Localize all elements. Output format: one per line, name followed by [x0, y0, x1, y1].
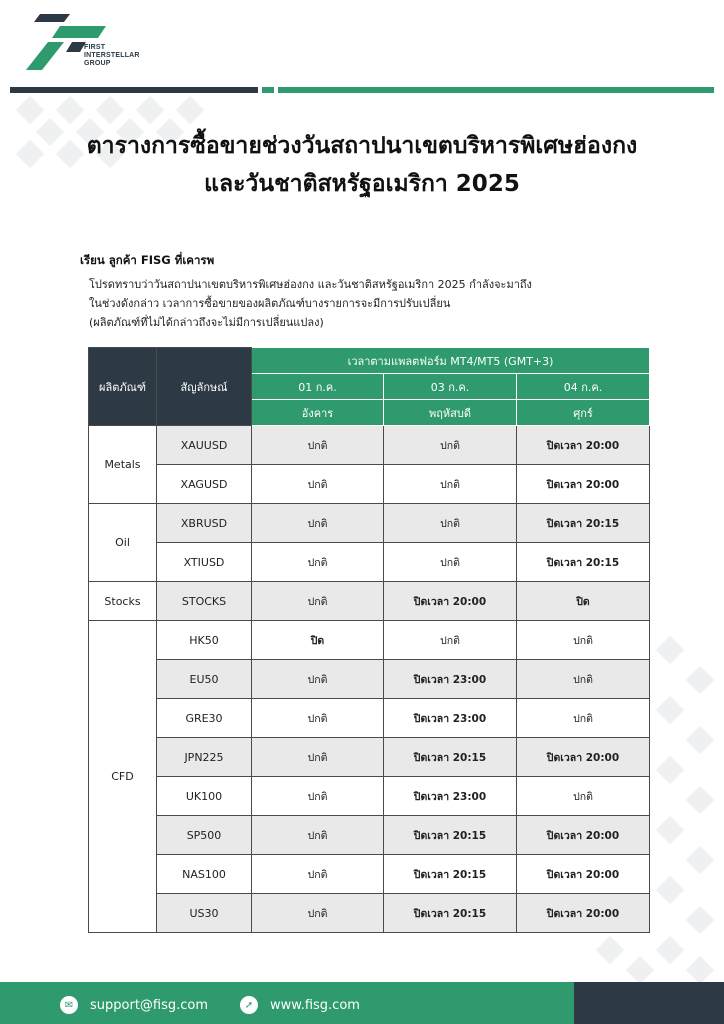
footer-website[interactable] [240, 994, 360, 1016]
page-title-line-1: ตารางการซื้อขายช่วงวันสถาปนาเขตบริหารพิเศษฮ่องกง [86, 133, 638, 159]
table-row [89, 738, 650, 777]
header-day: พฤหัสบดี [384, 400, 517, 426]
schedule-cell: ปกติ [384, 621, 517, 660]
header-date: 01 ก.ค. [252, 374, 384, 400]
schedule-cell: ปกติ [252, 426, 384, 465]
schedule-cell: ปกติ [384, 426, 517, 465]
schedule-cell: ปิดเวลา 20:00 [517, 855, 650, 894]
schedule-cell: ปิดเวลา 20:15 [384, 816, 517, 855]
schedule-cell: ปกติ [252, 504, 384, 543]
background-diamond [686, 726, 714, 754]
schedule-cell: ปิดเวลา 20:15 [517, 504, 650, 543]
table-row [89, 543, 650, 582]
schedule-cell: ปกติ [384, 504, 517, 543]
background-diamond [686, 906, 714, 934]
schedule-cell: ปิด [252, 621, 384, 660]
footer-email[interactable] [60, 994, 208, 1016]
category-cell: CFD [89, 621, 157, 933]
intro-line: โปรดทราบว่าวันสถาปนาเขตบริหารพิเศษฮ่องกง และวันชาติสหรัฐอเมริกา 2025 กำลังจะมาถึง [89, 278, 532, 291]
background-diamond [656, 756, 684, 784]
background-diamond [656, 696, 684, 724]
background-diamond [176, 96, 204, 124]
schedule-cell: ปิดเวลา 20:15 [384, 855, 517, 894]
trading-schedule-table [88, 347, 650, 933]
schedule-cell: ปิดเวลา 20:00 [517, 465, 650, 504]
footer-accent [574, 982, 724, 1024]
footer-email-text[interactable]: support@fisg.com [90, 997, 209, 1013]
schedule-cell: ปิดเวลา 23:00 [384, 660, 517, 699]
schedule-cell: ปกติ [252, 738, 384, 777]
category-cell: Stocks [89, 582, 157, 621]
header-day: ศุกร์ [517, 400, 650, 426]
background-diamond [686, 786, 714, 814]
symbol-cell: NAS100 [157, 855, 252, 894]
symbol-cell: JPN225 [157, 738, 252, 777]
table-row [89, 894, 650, 933]
symbol-cell: HK50 [157, 621, 252, 660]
schedule-cell: ปิดเวลา 20:15 [384, 894, 517, 933]
schedule-cell: ปกติ [252, 777, 384, 816]
schedule-cell: ปกติ [252, 894, 384, 933]
schedule-cell: ปกติ [252, 543, 384, 582]
footer-website-text[interactable]: www.fisg.com [270, 997, 360, 1013]
header-date: 03 ก.ค. [384, 374, 517, 400]
schedule-cell: ปกติ [384, 465, 517, 504]
background-diamond [656, 636, 684, 664]
header-platform-time: เวลาตามแพลตฟอร์ม MT4/MT5 (GMT+3) [252, 348, 650, 374]
schedule-cell: ปกติ [252, 465, 384, 504]
schedule-cell: ปิดเวลา 20:00 [517, 894, 650, 933]
background-diamond [96, 96, 124, 124]
schedule-cell: ปิดเวลา 23:00 [384, 699, 517, 738]
schedule-cell: ปกติ [252, 699, 384, 738]
email-icon: ✉ [60, 996, 78, 1014]
background-diamond [656, 876, 684, 904]
background-diamond [56, 96, 84, 124]
background-diamond [686, 956, 714, 984]
symbol-cell: XAUUSD [157, 426, 252, 465]
schedule-cell: ปิดเวลา 20:00 [517, 816, 650, 855]
symbol-cell: GRE30 [157, 699, 252, 738]
background-diamond [656, 936, 684, 964]
table-row [89, 465, 650, 504]
schedule-cell: ปกติ [517, 660, 650, 699]
background-diamond [686, 666, 714, 694]
background-diamond [656, 816, 684, 844]
table-row [89, 504, 650, 543]
symbol-cell: US30 [157, 894, 252, 933]
schedule-cell: ปิดเวลา 20:00 [384, 582, 517, 621]
table-row [89, 816, 650, 855]
schedule-cell: ปิดเวลา 20:15 [517, 543, 650, 582]
table-row [89, 582, 650, 621]
symbol-cell: XBRUSD [157, 504, 252, 543]
intro-line: (ผลิตภัณฑ์ที่ไม่ได้กล่าวถึงจะไม่มีการเปลี่ยนแปลง) [89, 316, 324, 329]
table-row [89, 660, 650, 699]
category-cell: Oil [89, 504, 157, 582]
schedule-cell: ปกติ [517, 621, 650, 660]
cursor-icon: ➚ [240, 996, 258, 1014]
schedule-cell: ปกติ [252, 582, 384, 621]
header-accent-green-long [278, 87, 714, 93]
symbol-cell: SP500 [157, 816, 252, 855]
header-accent-navy [10, 87, 258, 93]
table-row [89, 855, 650, 894]
header-day: อังคาร [252, 400, 384, 426]
background-diamond [596, 936, 624, 964]
schedule-body [89, 426, 650, 933]
logo-wordmark: FIRST INTERSTELLAR GROUP [84, 44, 140, 67]
schedule-cell: ปกติ [384, 543, 517, 582]
symbol-cell: STOCKS [157, 582, 252, 621]
intro-line: ในช่วงดังกล่าว เวลาการซื้อขายของผลิตภัณฑ์บางรายการจะมีการปรับเปลี่ยน [89, 297, 451, 310]
page-title-line-2: และวันชาติสหรัฐอเมริกา 2025 [204, 171, 520, 197]
schedule-cell: ปกติ [252, 660, 384, 699]
background-diamond [16, 96, 44, 124]
table-row [89, 621, 650, 660]
schedule-cell: ปกติ [517, 699, 650, 738]
background-diamond [686, 846, 714, 874]
schedule-cell: ปิด [517, 582, 650, 621]
header-date: 04 ก.ค. [517, 374, 650, 400]
table-row [89, 426, 650, 465]
background-diamond [136, 96, 164, 124]
header-accent-green [262, 87, 274, 93]
symbol-cell: XAGUSD [157, 465, 252, 504]
category-cell: Metals [89, 426, 157, 504]
symbol-cell: XTIUSD [157, 543, 252, 582]
intro-paragraph [89, 275, 532, 332]
schedule-cell: ปิดเวลา 20:00 [517, 426, 650, 465]
schedule-cell: ปิดเวลา 20:15 [384, 738, 517, 777]
schedule-cell: ปกติ [252, 816, 384, 855]
schedule-cell: ปิดเวลา 20:00 [517, 738, 650, 777]
header-product: ผลิตภัณฑ์ [89, 348, 157, 426]
salutation: เรียน ลูกค้า FISG ที่เคารพ [80, 253, 215, 267]
table-row [89, 777, 650, 816]
background-diamond [626, 956, 654, 984]
table-row [89, 699, 650, 738]
schedule-cell: ปกติ [252, 855, 384, 894]
header-symbol: สัญลักษณ์ [157, 348, 252, 426]
symbol-cell: EU50 [157, 660, 252, 699]
symbol-cell: UK100 [157, 777, 252, 816]
schedule-cell: ปิดเวลา 23:00 [384, 777, 517, 816]
schedule-cell: ปกติ [517, 777, 650, 816]
